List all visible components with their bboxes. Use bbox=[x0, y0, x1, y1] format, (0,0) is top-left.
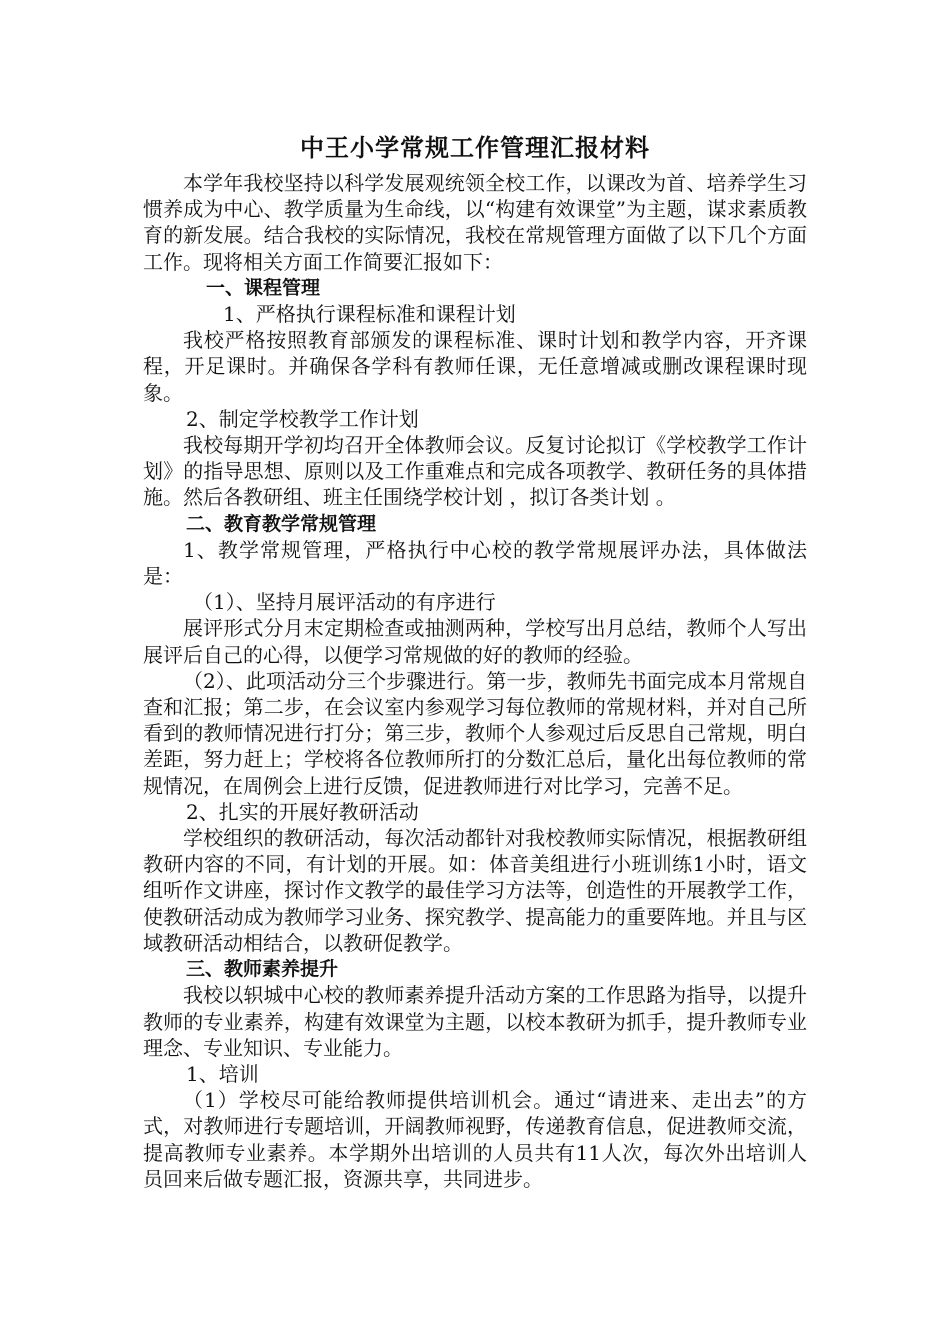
section1-sub1-text: 我校严格按照教育部颁发的课程标准、课时计划和教学内容，开齐课程，开足课时。并确保各学科有教师任课，无任意增减或删改课程课时现象。 bbox=[143, 328, 807, 405]
section2-item2-text: 学校组织的教研活动，每次活动都针对我校教师实际情况，根据教研组教研内容的不同，有计划的开展。如：体音美组进行小班训练1小时，语文组听作文讲座，探讨作文教学的最佳学习方法等，创造性的开展教学工作，使教研活动成为教师学习业务、探究教学、提高能力的重要阵地。并且与区域教研活动相结合，以教研促教学。 bbox=[143, 826, 807, 955]
section2-item1-sub2-text: （2）、此项活动分三个步骤进行。第一步，教师先书面完成本月常规自查和汇报；第二步，在会议室内参观学习每位教师的常规材料，并对自己所看到的教师情况进行打分；第三步，教师个人参观过后反思自己常规，明白差距，努力赶上；学校将各位教师所打的分数汇总后，量化出每位教师的常规情况，在周例会上进行反馈，促进教师进行对比学习，完善不足。 bbox=[143, 668, 807, 798]
section2-item1-sub1-heading: （1）、坚持月展评活动的有序进行 bbox=[193, 590, 496, 615]
section3-intro: 我校以轵城中心校的教师素养提升活动方案的工作思路为指导，以提升教师的专业素养，构建有效课堂为主题，以校本教研为抓手，提升教师专业理念、专业知识、专业能力。 bbox=[143, 983, 807, 1060]
section1-sub1-heading: 1、严格执行课程标准和课程计划 bbox=[223, 302, 516, 327]
section2-item1-text: 1、教学常规管理，严格执行中心校的教学常规展评办法，具体做法是： bbox=[143, 537, 807, 589]
section1-sub2-heading: 2、制定学校教学工作计划 bbox=[186, 406, 419, 431]
section3-item1-sub1-text: （1）学校尽可能给教师提供培训机会。通过“请进来、走出去”的方式，对教师进行专题培训，开阔教师视野，传递教育信息，促进教师交流，提高教师专业素养。本学期外出培训的人员共有11人次，每次外出培训人员回来后做专题汇报，资源共享，共同进步。 bbox=[143, 1088, 807, 1191]
section1-sub2-text: 我校每期开学初均召开全体教师会议。反复讨论拟订《学校教学工作计划》的指导思想、原则以及工作重难点和完成各项教学、教研任务的具体措施。然后各教研组、班主任围绕学校计划 ，拟订各类计划 。 bbox=[143, 433, 807, 510]
intro-paragraph: 本学年我校坚持以科学发展观统领全校工作，以课改为首、培养学生习惯养成为中心、教学质量为生命线，以“构建有效课堂”为主题，谋求素质教育的新发展。结合我校的实际情况，我校在常规管理方面做了以下几个方面工作。现将相关方面工作简要汇报如下： bbox=[143, 171, 807, 274]
section3-heading: 三、教师素养提升 bbox=[186, 958, 339, 981]
section2-item2-heading: 2、扎实的开展好教研活动 bbox=[186, 799, 419, 824]
section2-heading: 二、教育教学常规管理 bbox=[186, 512, 377, 535]
section2-item1-sub1-text: 展评形式分月末定期检查或抽测两种，学校写出月总结，教师个人写出展评后自己的心得，以便学习常规做的好的教师的经验。 bbox=[143, 616, 807, 667]
document-page bbox=[143, 128, 807, 1192]
document-title: 中王小学常规工作管理汇报材料 bbox=[300, 134, 650, 162]
section3-item1-heading: 1、培训 bbox=[186, 1061, 259, 1086]
section1-heading: 一、课程管理 bbox=[206, 276, 321, 299]
